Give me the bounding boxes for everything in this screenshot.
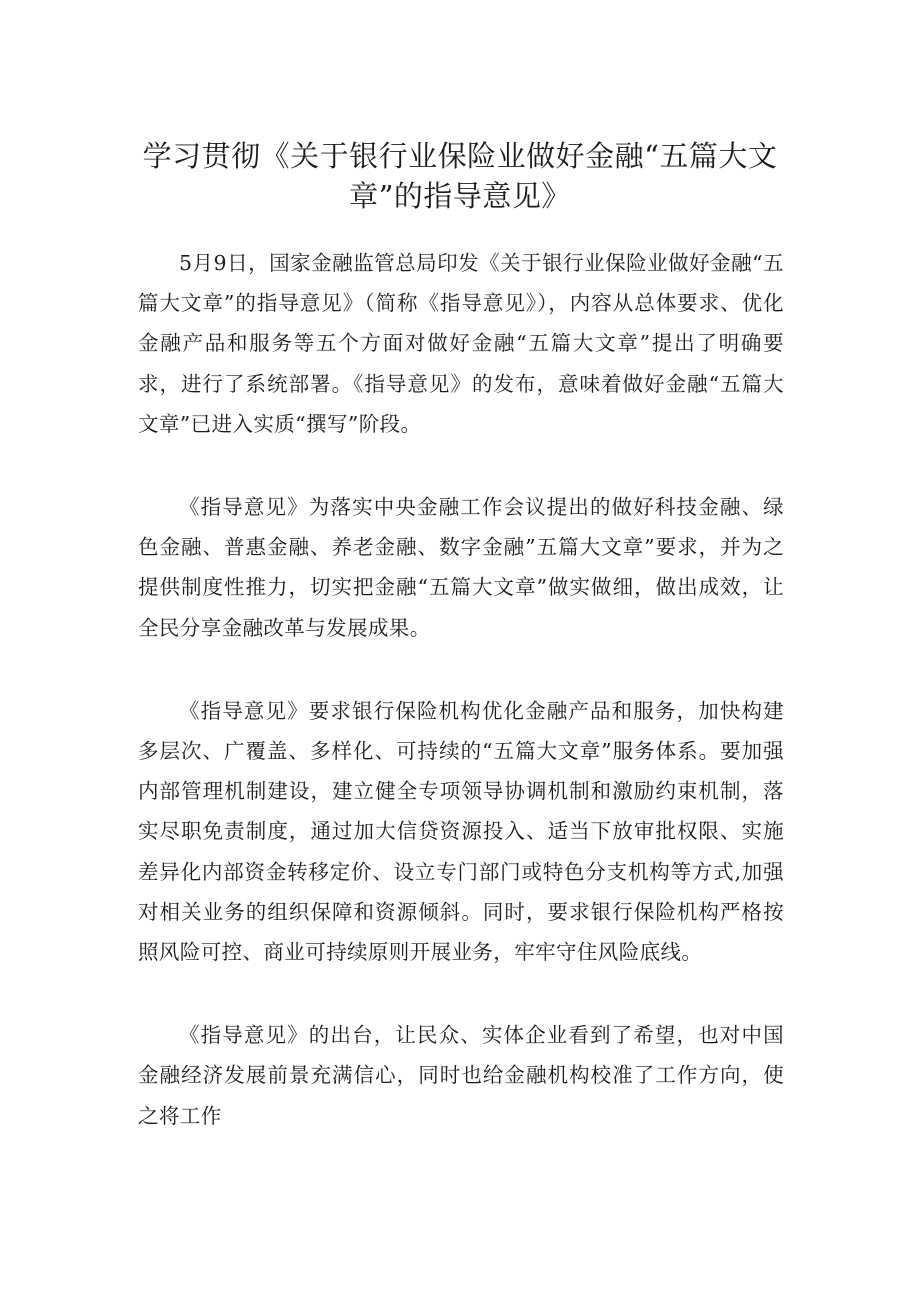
paragraph-4: 《指导意见》的出台，让民众、实体企业看到了希望，也对中国金融经济发展前景充满信心，同时也给金融机构校准了工作方向，使之将工作 [138, 1023, 784, 1128]
page-title: 学习贯彻《关于银行业保险业做好金融“五篇大文章”的指导意见》 [142, 139, 778, 213]
document-body [138, 243, 784, 1179]
paragraph-3: 《指导意见》要求银行保险机构优化金融产品和服务，加快构建多层次、广覆盖、多样化、可持续的“五篇大文章”服务体系。要加强内部管理机制建设，建立健全专项领导协调机制和激励约束机制，落实尽职免责制度，通过加大信贷资源投入、适当下放审批权限、实施差异化内部资金转移定价、设立专门部门或特色分支机构等方式,加强对相关业务的组织保障和资源倾斜。同时，要求银行保险机构严格按照风险可控、商业可持续原则开展业务，牢牢守住风险底线。 [138, 698, 784, 965]
paragraph-1: 5月9日，国家金融监管总局印发《关于银行业保险业做好金融“五篇大文章”的指导意见》（简称《指导意见》），内容从总体要求、优化金融产品和服务等五个方面对做好金融“五篇大文章”提出了明确要求，进行了系统部署。《指导意见》的发布，意味着做好金融“五篇大文章”已进入实质“撰写”阶段。 [138, 251, 784, 436]
paragraph-2: 《指导意见》为落实中央金融工作会议提出的做好科技金融、绿色金融、普惠金融、养老金融、数字金融”五篇大文章”要求，并为之提供制度性推力，切实把金融“五篇大文章”做实做细，做出成效，让全民分享金融改革与发展成果。 [138, 495, 784, 640]
